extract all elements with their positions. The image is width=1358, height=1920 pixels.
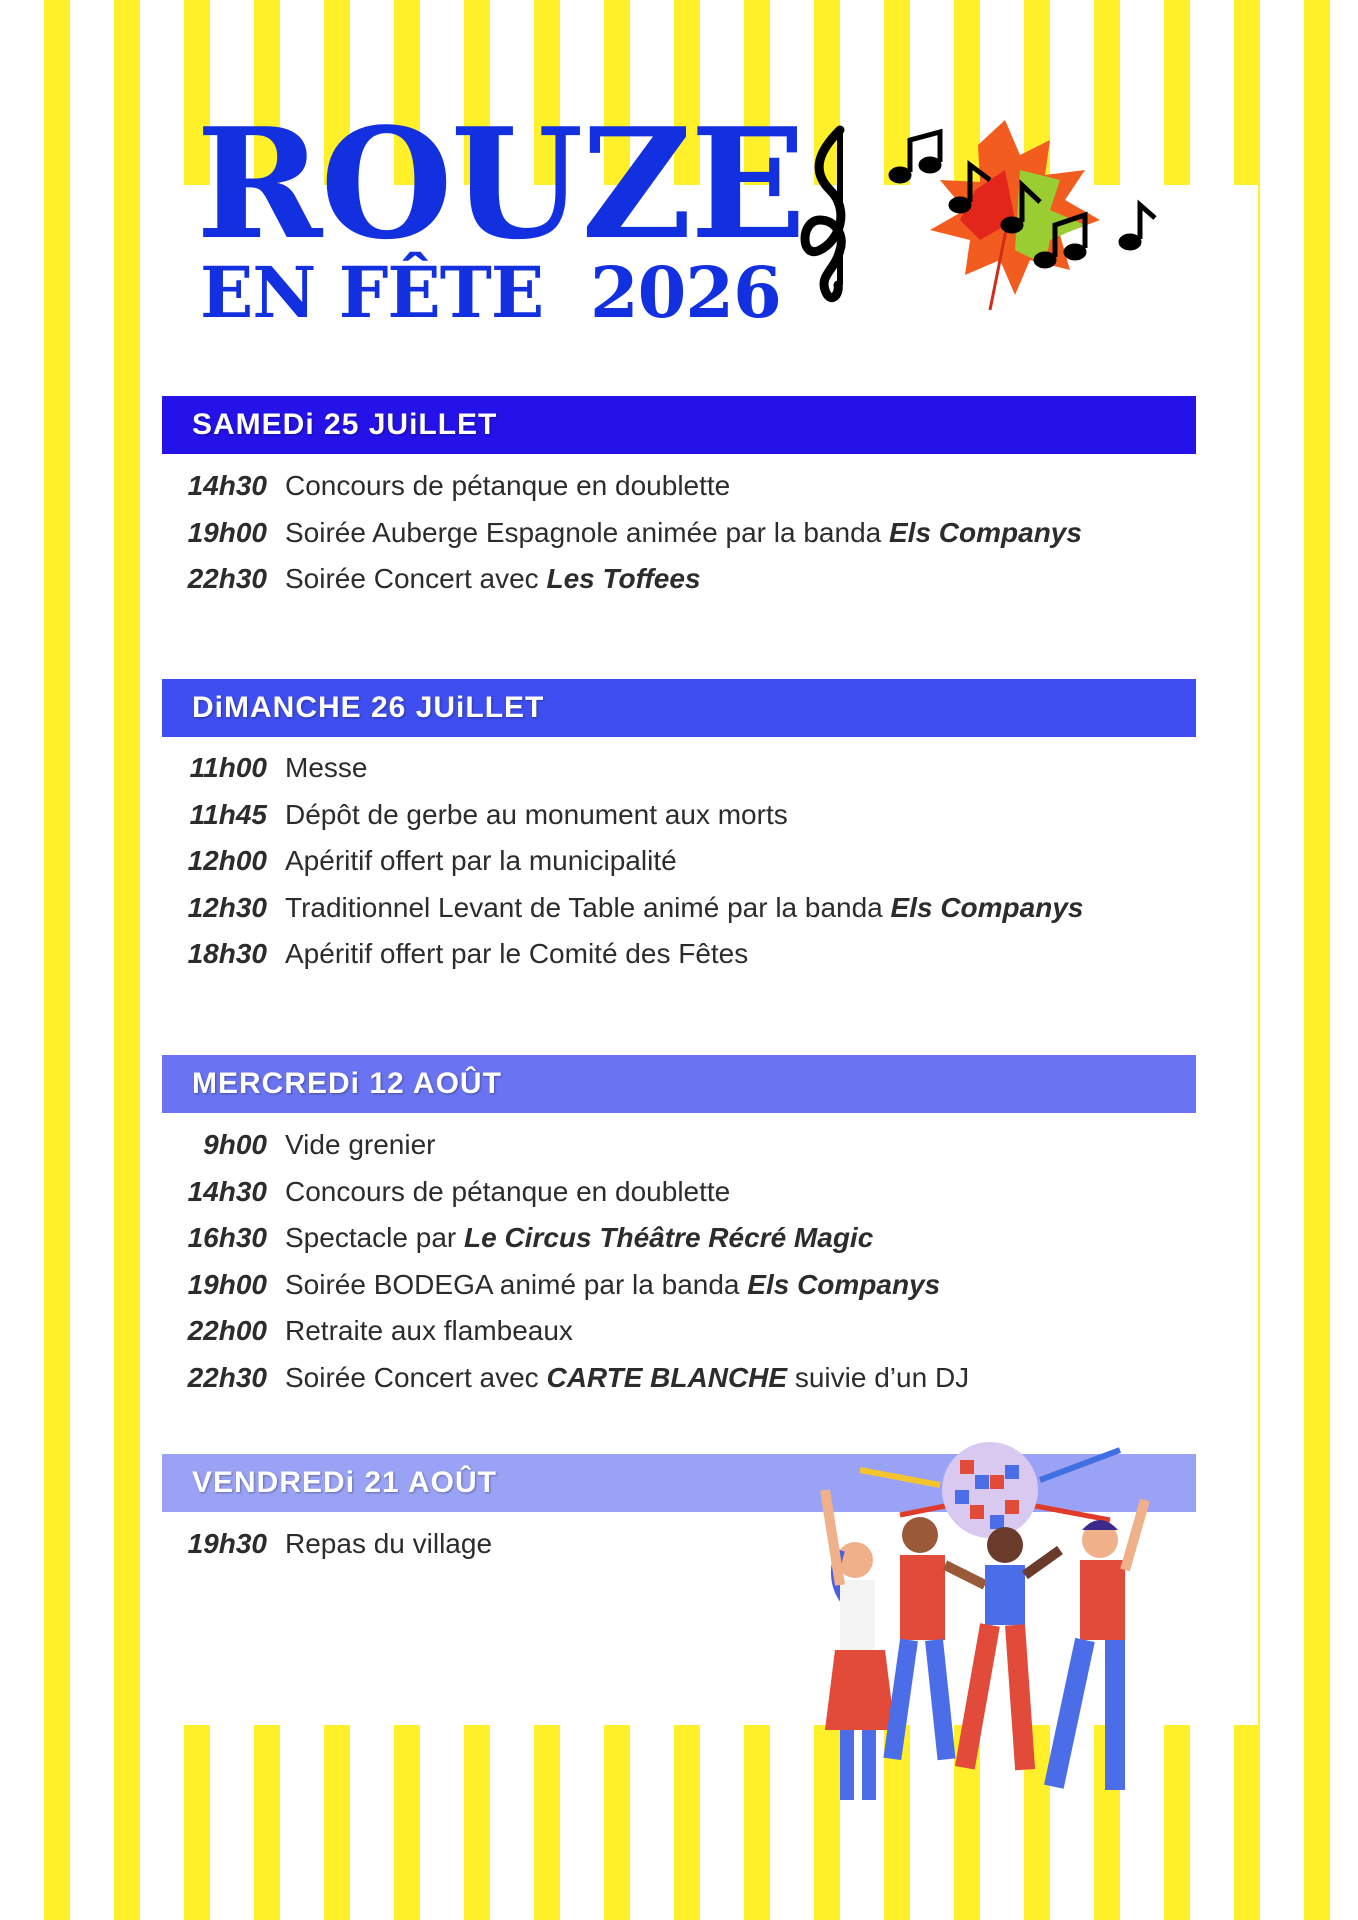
- event-row: [162, 563, 1222, 610]
- event-performer: Els Companys: [889, 516, 1082, 548]
- event-row: [162, 938, 1222, 985]
- treble-clef-icon: [805, 130, 841, 298]
- event-row: [162, 799, 1222, 846]
- day-header-samedi: [162, 396, 1196, 454]
- dancers-illustration: [800, 1430, 1170, 1830]
- event-time: 14h30: [187, 1175, 267, 1207]
- event-row: [162, 470, 1222, 517]
- event-text: Soirée Auberge Espagnole animée par la banda: [285, 516, 882, 548]
- event-row: [162, 1176, 1222, 1223]
- event-row: [162, 1269, 1222, 1316]
- event-time: 22h00: [187, 1315, 267, 1346]
- event-time: 14h30: [187, 470, 267, 501]
- event-text: Soirée Concert avec: [285, 563, 539, 594]
- event-text: Concours de pétanque en doublette: [285, 1175, 731, 1207]
- event-row: [162, 1315, 1222, 1362]
- day-label: MERCREDi 12 AOÛT: [192, 1067, 502, 1100]
- event-time: 9h00: [203, 1129, 267, 1160]
- event-time: 11h45: [189, 798, 267, 830]
- event-text: Dépôt de gerbe au monument aux morts: [285, 798, 788, 830]
- event-list-mercredi: [162, 1129, 1222, 1408]
- day-label: VENDREDi 21 AOÛT: [192, 1466, 497, 1499]
- disco-ball-icon: [860, 1442, 1120, 1538]
- event-time: 11h00: [189, 752, 267, 783]
- event-time: 12h00: [187, 845, 267, 876]
- event-text: Messe: [285, 752, 368, 783]
- dancer-3-icon: [955, 1527, 1060, 1770]
- event-time: 19h30: [187, 1528, 267, 1559]
- event-text: Traditionnel Levant de Table animé par la banda: [285, 891, 883, 923]
- event-row: [162, 1222, 1222, 1269]
- event-time: 19h00: [187, 1268, 267, 1300]
- day-label: SAMEDi 25 JUiLLET: [192, 408, 498, 441]
- event-time: 22h30: [187, 1361, 267, 1393]
- event-time: 22h30: [187, 563, 267, 594]
- event-time: 19h00: [187, 516, 267, 548]
- event-list-samedi: [162, 470, 1222, 610]
- event-text: Apéritif offert par le Comité des Fêtes: [285, 938, 749, 969]
- event-text: Vide grenier: [285, 1129, 436, 1160]
- event-list-dimanche: [162, 752, 1222, 985]
- event-row: [162, 752, 1222, 799]
- event-performer: CARTE BLANCHE: [546, 1361, 788, 1393]
- event-text: Repas du village: [285, 1528, 493, 1559]
- poster-subtitle: EN FÊTE 2026: [200, 251, 781, 334]
- event-row: [162, 1129, 1222, 1176]
- event-row: [162, 845, 1222, 892]
- event-text: Spectacle par: [285, 1222, 457, 1253]
- event-text: Concours de pétanque en doublette: [285, 470, 731, 501]
- poster-title: ROUZE: [196, 94, 805, 273]
- event-time: 16h30: [187, 1222, 267, 1253]
- event-performer: Els Companys: [890, 891, 1084, 923]
- day-label: DiMANCHE 26 JUiLLET: [192, 691, 545, 724]
- maple-leaf-icon: [930, 120, 1100, 310]
- event-performer: Les Toffees: [546, 563, 701, 594]
- event-performer: Els Companys: [747, 1268, 941, 1300]
- event-text: Soirée Concert avec: [285, 1361, 539, 1393]
- event-row: [162, 517, 1222, 564]
- event-performer: Le Circus Théâtre Récré Magic: [464, 1222, 874, 1253]
- day-header-dimanche: [162, 679, 1196, 737]
- event-time: 12h30: [187, 891, 267, 923]
- event-row: [162, 1362, 1222, 1409]
- event-text-suffix: suivie d’un DJ: [794, 1361, 970, 1393]
- dancer-4-icon: [1044, 1500, 1145, 1790]
- event-text: Retraite aux flambeaux: [285, 1315, 573, 1346]
- event-row: [162, 892, 1222, 939]
- music-notes-illustration: [800, 110, 1160, 310]
- event-time: 18h30: [187, 938, 267, 969]
- event-text: Soirée BODEGA animé par la banda: [285, 1268, 740, 1300]
- day-header-mercredi: [162, 1055, 1196, 1113]
- event-text: Apéritif offert par la municipalité: [285, 845, 677, 876]
